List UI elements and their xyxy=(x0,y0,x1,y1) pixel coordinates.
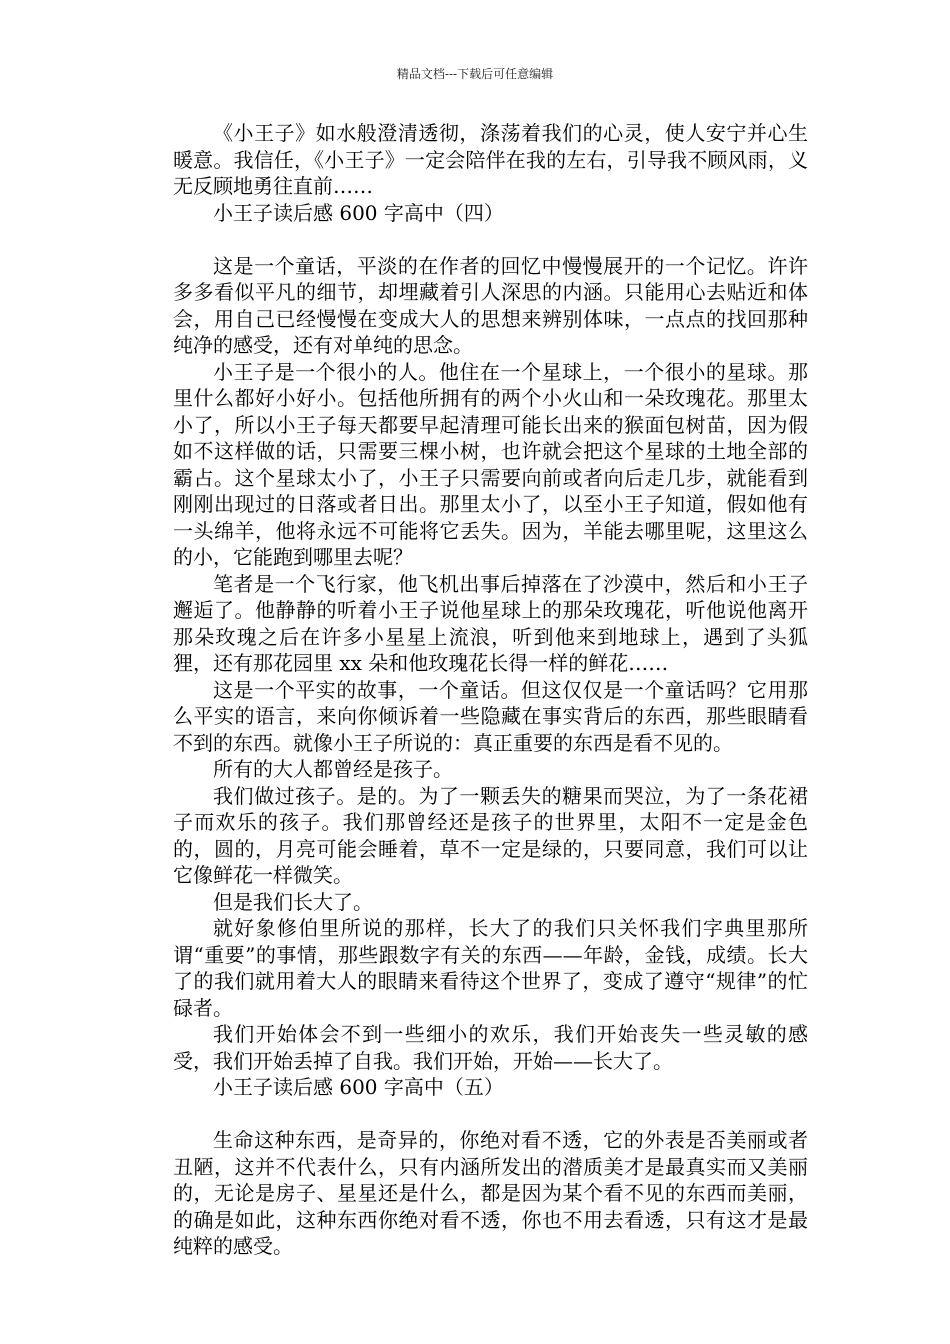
paragraph: 就好象修伯里所说的那样，长大了的我们只关怀我们字典里那所谓“重要”的事情，那些跟数字有关的东西——年龄，金钱，成绩。长大了的我们就用着大人的眼睛来看待这个世界了，变成了遵守“规律”的忙碌者。 xyxy=(173,916,808,1020)
paragraph: 《小王子》如水般澄清透彻，涤荡着我们的心灵，使人安宁并心生暖意。我信任，《小王子》一定会陪伴在我的左右，引导我不顾风雨，义无反顾地勇往直前…… xyxy=(173,121,808,198)
paragraph: 但是我们长大了。 xyxy=(213,889,373,914)
page-header: 精品文档---下载后可任意编辑 xyxy=(396,67,554,81)
document-body xyxy=(173,120,808,1260)
paragraph: 这是一个平实的故事，一个童话。但这仅仅是一个童话吗？它用那么平实的语言，来向你倾诉着一些隐藏在事实背后的东西，那些眼睛看不到的东西。就像小王子所说的：真正重要的东西是看不见的。 xyxy=(173,677,808,755)
blank-line xyxy=(173,1101,808,1128)
section-heading: 小王子读后感 600 字高中（五） xyxy=(213,1075,504,1099)
paragraph: 生命这种东西，是奇异的，你绝对看不透，它的外表是否美丽或者丑陋，这并不代表什么，只有内涵所发出的潜质美才是最真实而又美丽的，无论是房子、星星还是什么，都是因为某个看不见的东西而美丽，的确是如此，这种东西你绝对看不透，你也不用去看透，只有这才是最纯粹的感受。 xyxy=(173,1128,808,1258)
paragraph: 这是一个童话，平淡的在作者的回忆中慢慢展开的一个记忆。许许多多看似平凡的细节，却埋藏着引人深思的内涵。只能用心去贴近和体会，用自己已经慢慢在变成大人的思想来辨别体味，一点点的找回那种纯净的感受，还有对单纯的思念。 xyxy=(173,253,808,357)
section-heading: 小王子读后感 600 字高中（四） xyxy=(213,200,504,225)
paragraph: 所有的大人都曾经是孩子。 xyxy=(213,757,453,781)
blank-line xyxy=(173,226,808,253)
paragraph: 我们开始体会不到一些细小的欢乐，我们开始丧失一些灵敏的感受，我们开始丢掉了自我。我们开始，开始——长大了。 xyxy=(173,1022,808,1073)
paragraph: 我们做过孩子。是的。为了一颗丢失的糖果而哭泣，为了一条花裙子而欢乐的孩子。我们那曾经还是孩子的世界里，太阳不一定是金色的，圆的，月亮可能会睡着，草不一定是绿的，只要同意，我们可以让它像鲜花一样微笑。 xyxy=(173,783,808,887)
paragraph: 笔者是一个飞行家，他飞机出事后掉落在了沙漠中，然后和小王子邂逅了。他静静的听着小王子说他星球上的那朵玫瑰花，听他说他离开那朵玫瑰之后在许多小星星上流浪，听到他来到地球上，遇到了头狐狸，还有那花园里 xx 朵和他玫瑰花长得一样的鲜花…… xyxy=(173,571,808,675)
paragraph: 小王子是一个很小的人。他住在一个星球上，一个很小的星球。那里什么都好小好小。包括他所拥有的两个小火山和一朵玫瑰花。那里太小了，所以小王子每天都要早起清理可能长出来的猴面包树苗，因为假如不这样做的话，只需要三棵小树，也许就会把这个星球的土地全部的霸占。这个星球太小了，小王子只需要向前或者向后走几步，就能看到刚刚出现过的日落或者日出。那里太小了，以至小王子知道，假如他有一头绵羊，他将永远不可能将它丢失。因为，羊能去哪里呢，这里这么的小，它能跑到哪里去呢？ xyxy=(173,359,808,569)
